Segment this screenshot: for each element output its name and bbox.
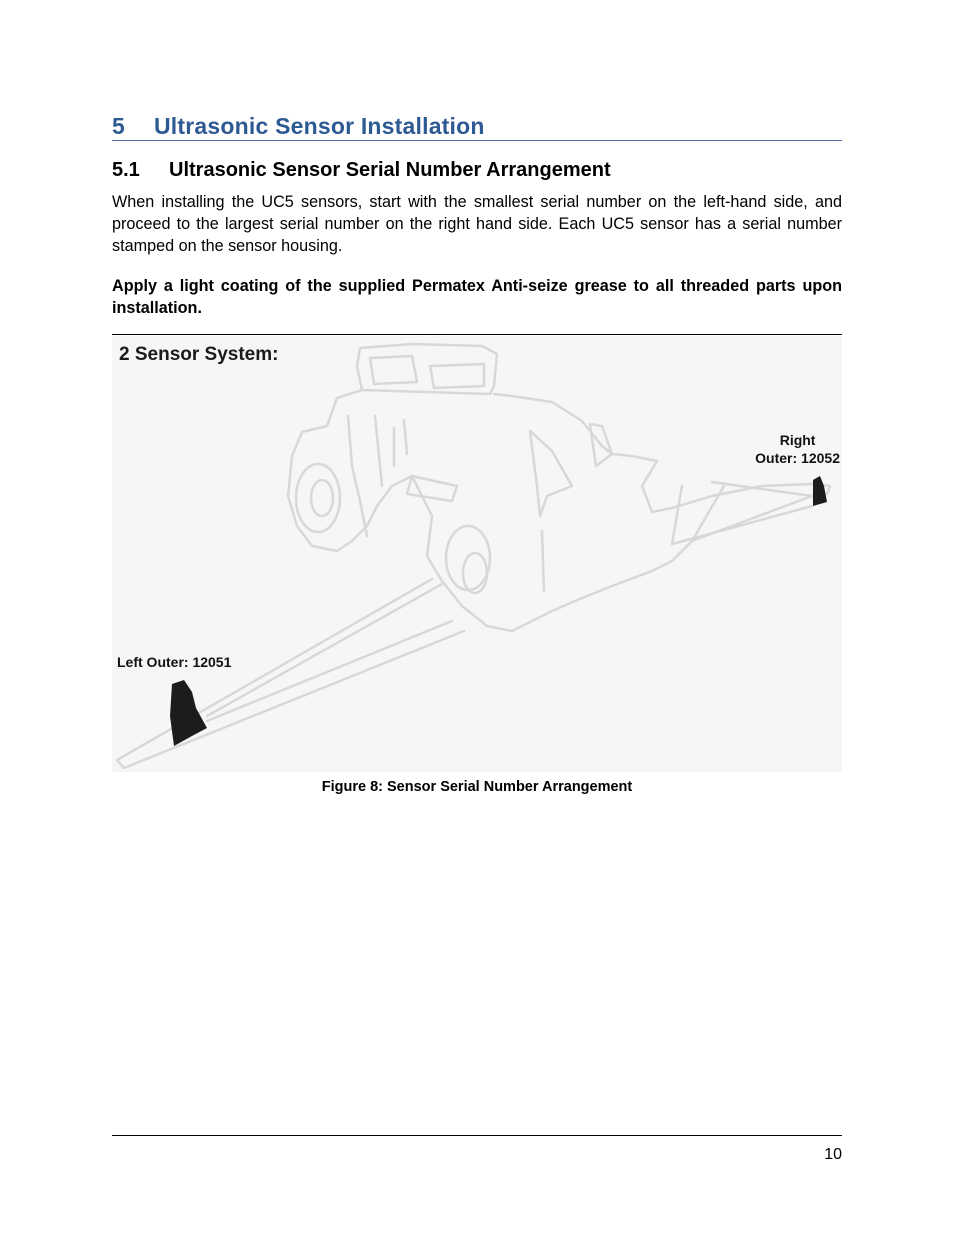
- right-sensor-icon: [813, 476, 827, 506]
- figure-title: 2 Sensor System:: [119, 344, 279, 365]
- sensor-arrangement-figure: [112, 336, 842, 772]
- subsection-title: Ultrasonic Sensor Serial Number Arrangement: [169, 159, 611, 181]
- warning-paragraph: Apply a light coating of the supplied Permatex Anti-seize grease to all threaded parts upon installation.: [112, 277, 842, 317]
- section-title: Ultrasonic Sensor Installation: [154, 113, 485, 139]
- section-heading: [112, 112, 842, 141]
- right-sensor-label: [755, 431, 840, 467]
- body-paragraph: When installing the UC5 sensors, start with the smallest serial number on the left-hand side, and proceed to the largest serial number on the right hand side. Each UC5 sensor has a serial number stamped on the sensor housing.: [112, 193, 842, 255]
- subsection-number: 5.1: [112, 159, 140, 181]
- figure-top-rule: [112, 334, 842, 335]
- left-sensor-label: Left Outer: 12051: [117, 654, 232, 670]
- page-number: 10: [824, 1146, 842, 1163]
- right-label-line2: Outer: 12052: [755, 450, 840, 466]
- right-label-line1: Right: [779, 432, 816, 448]
- figure-caption: Figure 8: Sensor Serial Number Arrangement: [321, 779, 633, 795]
- footer-rule: [112, 1135, 842, 1136]
- section-number: 5: [112, 113, 125, 139]
- tractor-boom-illustration: [112, 336, 842, 772]
- subsection-heading: [112, 157, 842, 183]
